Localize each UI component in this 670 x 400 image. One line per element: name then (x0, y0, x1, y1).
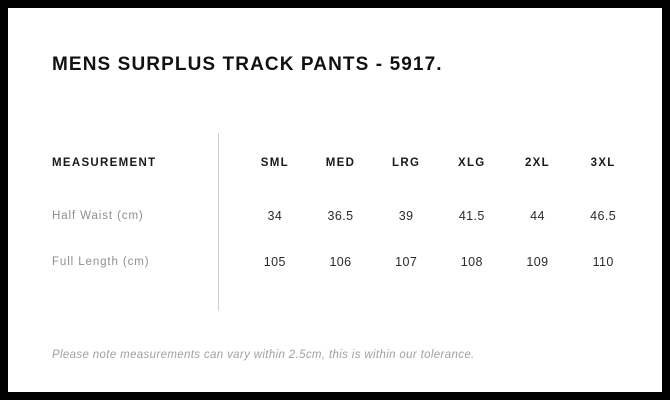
cell-half-waist-3xl: 46.5 (590, 209, 617, 223)
row-label-full-length: Full Length (cm) (52, 256, 150, 268)
column-header-sml: SML (260, 157, 289, 169)
cell-full-length-3xl: 110 (592, 255, 614, 269)
table-header-row (52, 133, 636, 193)
cell-full-length-xlg: 108 (460, 255, 483, 269)
column-header-med: MED (325, 157, 356, 169)
cell-half-waist-med: 36.5 (327, 209, 354, 223)
row-label-half-waist: Half Waist (cm) (52, 210, 144, 222)
cell-full-length-med: 106 (329, 255, 352, 269)
table-row (52, 239, 636, 285)
column-header-3xl: 3XL (590, 157, 616, 169)
cell-half-waist-lrg: 39 (398, 209, 414, 223)
cell-half-waist-2xl: 44 (530, 209, 545, 223)
cell-half-waist-sml: 34 (267, 209, 283, 223)
cell-full-length-sml: 105 (263, 255, 286, 269)
tolerance-note: Please note measurements can vary within 2.5cm, this is within our tolerance. (52, 349, 475, 361)
size-table (52, 133, 636, 285)
table-row (52, 193, 636, 239)
content-area (52, 8, 636, 392)
column-header-2xl: 2XL (524, 157, 550, 169)
cell-half-waist-xlg: 41.5 (458, 209, 485, 223)
size-chart-page (8, 8, 662, 392)
column-header-xlg: XLG (458, 157, 486, 169)
column-header-lrg: LRG (392, 157, 421, 169)
cell-full-length-2xl: 109 (526, 255, 549, 269)
size-table-wrapper (52, 133, 636, 285)
cell-full-length-lrg: 107 (395, 255, 418, 269)
column-header-measurement: MEASUREMENT (52, 157, 157, 169)
page-title: MENS SURPLUS TRACK PANTS - 5917. (52, 54, 443, 75)
